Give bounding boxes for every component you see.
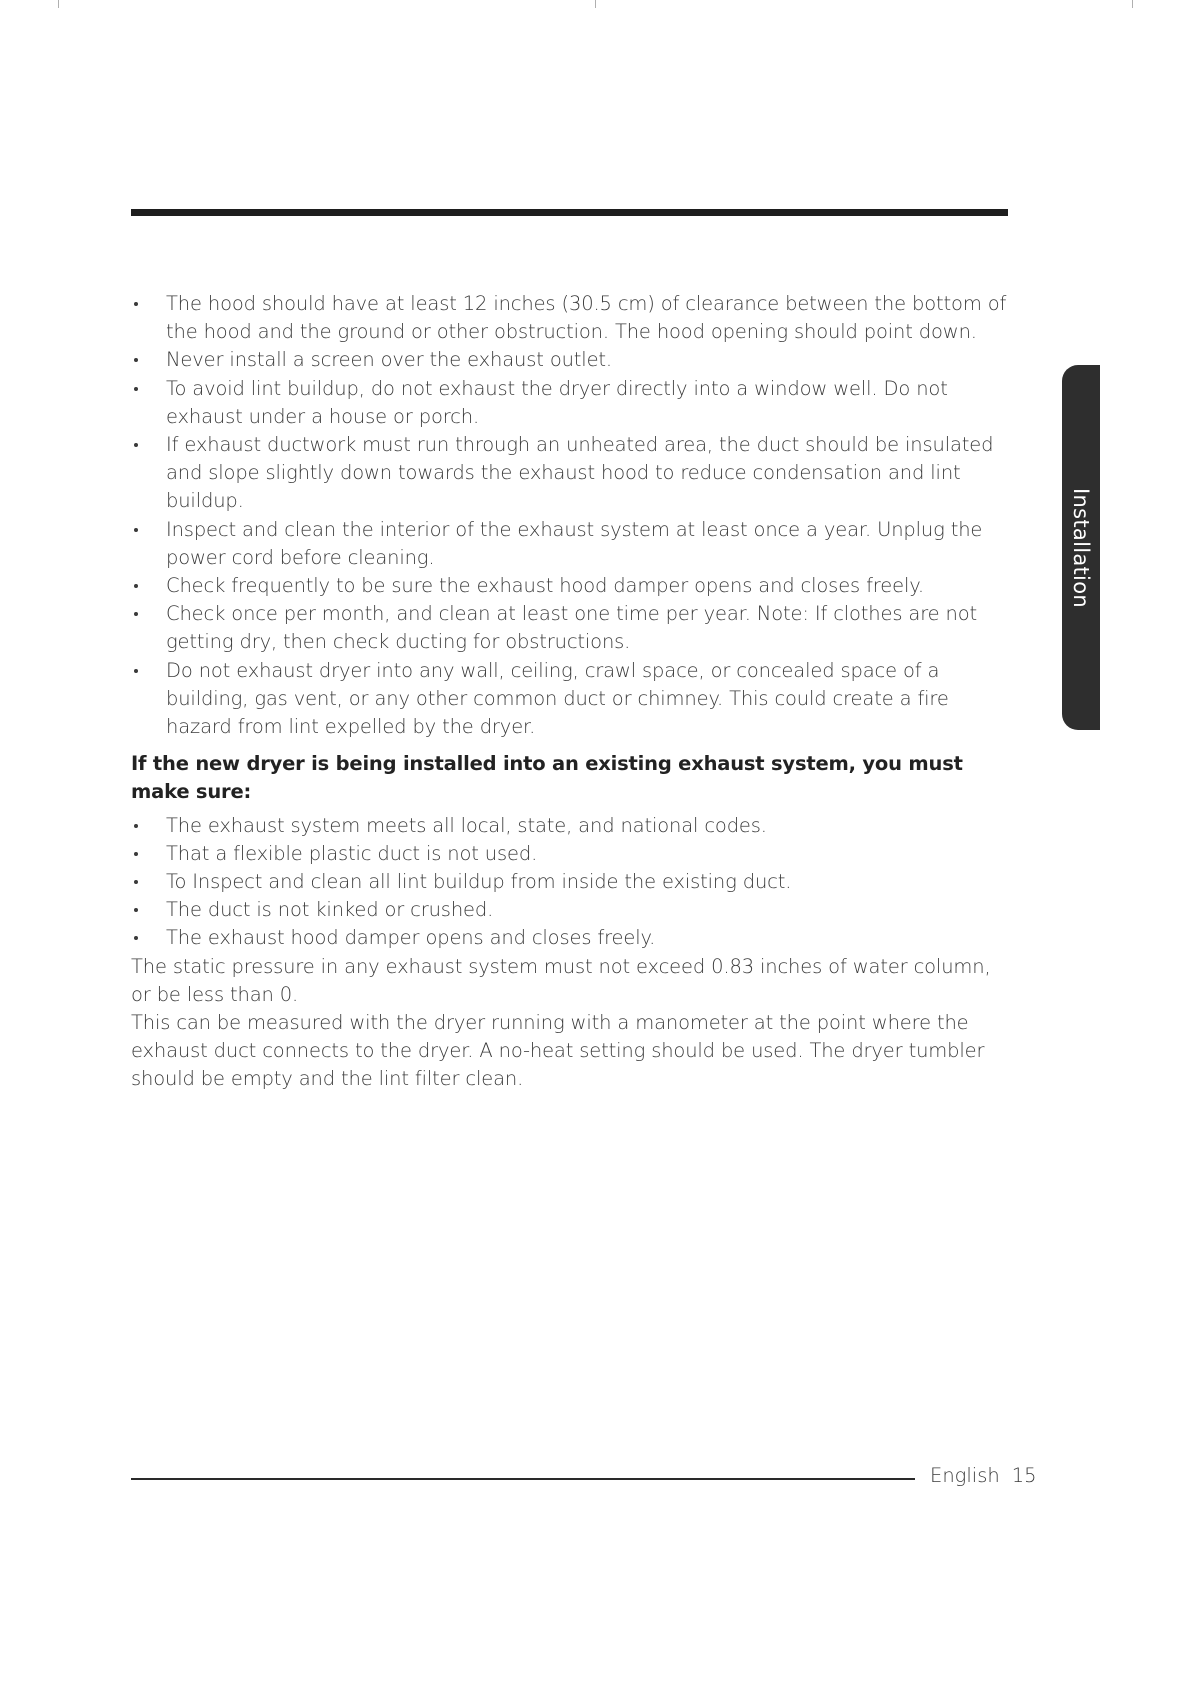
list-item: That a flexible plastic duct is not used. <box>131 840 1011 868</box>
section-tab-label: Installation <box>1069 487 1093 608</box>
crop-mark-right <box>1132 0 1133 8</box>
crop-mark-center <box>595 0 596 8</box>
list-item: Check once per month, and clean at least one time per year. Note: If clothes are not getting dry, then check ducting for obstructions. <box>131 600 1011 656</box>
page-content <box>131 290 1011 1094</box>
list-item: If exhaust ductwork must run through an unheated area, the duct should be insulated and slope slightly down towards the exhaust hood to reduce condensation and lint buildup. <box>131 431 1011 516</box>
list-item: The exhaust hood damper opens and closes freely. <box>131 924 1011 952</box>
list-item: To avoid lint buildup, do not exhaust the dryer directly into a window well. Do not exhaust under a house or porch. <box>131 375 1011 431</box>
crop-mark-left <box>58 0 59 8</box>
measurement-paragraph: This can be measured with the dryer running with a manometer at the point where the exhaust duct connects to the dryer. A no-heat setting should be used. The dryer tumbler should be empty and the lint filter clean. <box>131 1011 985 1091</box>
section-tab <box>1062 365 1100 730</box>
list-item: The exhaust system meets all local, state, and national codes. <box>131 812 1011 840</box>
exhaust-guidelines-list <box>131 290 1011 741</box>
list-item: The hood should have at least 12 inches (30.5 cm) of clearance between the bottom of the hood and the ground or other obstruction. The hood opening should point down. <box>131 290 1011 346</box>
static-pressure-paragraph: The static pressure in any exhaust system must not exceed 0.83 inches of water column, or be less than 0. <box>131 954 991 1006</box>
list-item: Inspect and clean the interior of the exhaust system at least once a year. Unplug the power cord before cleaning. <box>131 516 1011 572</box>
existing-system-checklist <box>131 812 1011 953</box>
footer-rule <box>131 1478 915 1480</box>
header-rule <box>131 209 1008 216</box>
list-item: To Inspect and clean all lint buildup from inside the existing duct. <box>131 868 1011 896</box>
list-item: The duct is not kinked or crushed. <box>131 896 1011 924</box>
list-item: Do not exhaust dryer into any wall, ceiling, crawl space, or concealed space of a building, gas vent, or any other common duct or chimney. This could create a fire hazard from lint expelled by the dryer. <box>131 657 1011 742</box>
page-number: 15 <box>1011 1464 1037 1487</box>
existing-system-subheading: If the new dryer is being installed into an existing exhaust system, you must make sure: <box>131 752 963 804</box>
footer-language: English <box>930 1464 1000 1487</box>
list-item: Check frequently to be sure the exhaust hood damper opens and closes freely. <box>131 572 1011 600</box>
list-item: Never install a screen over the exhaust outlet. <box>131 346 1011 374</box>
page-footer <box>930 1464 1037 1487</box>
